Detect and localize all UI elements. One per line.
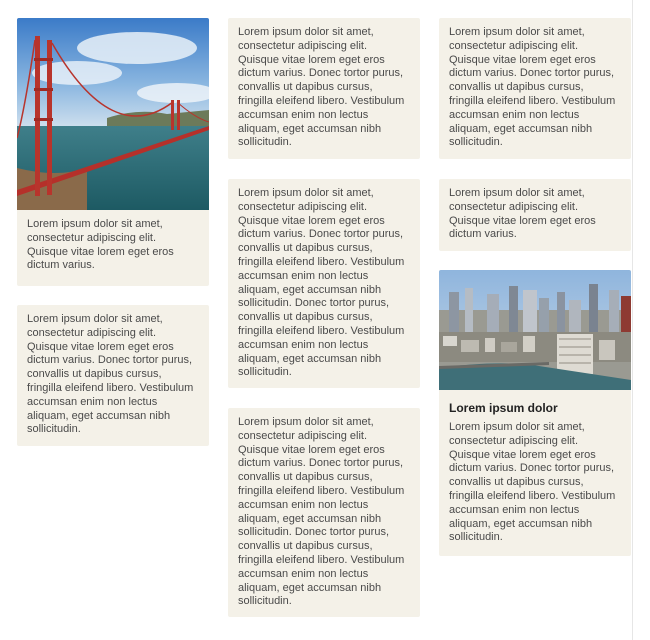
city-skyline-photo: [439, 270, 631, 390]
card-text: Lorem ipsum dolor sit amet, consectetur adipiscing elit. Quisque vitae lorem eget eros dictum varius.: [27, 218, 174, 272]
card-city: [439, 270, 631, 556]
card-text: Lorem ipsum dolor sit amet, consectetur adipiscing elit. Quisque vitae lorem eget eros dictum varius. Donec tortor purus, convallis ut dapibus cursus, fringilla eleifend libero. Vestibulum accumsan enim non lectus aliquam, eget accumsan nibh sollicitudin. Donec tortor purus, convallis ut dapibus cursus, fringilla eleifend libero. Vestibulum accumsan enim non lectus aliquam, eget accumsan nibh sollicitudin.: [238, 416, 405, 608]
card-text-block: [228, 179, 420, 388]
card-title: Lorem ipsum dolor: [449, 401, 558, 415]
card-text: Lorem ipsum dolor sit amet, consectetur adipiscing elit. Quisque vitae lorem eget eros dictum varius. Donec tortor purus, convallis ut dapibus cursus, fringilla eleifend libero. Vestibulum accumsan enim non lectus aliquam, eget accumsan nibh sollicitudin.: [449, 26, 616, 149]
card-text-block: [439, 179, 631, 251]
card-bridge: [17, 18, 209, 286]
card-text: Lorem ipsum dolor sit amet, consectetur adipiscing elit. Quisque vitae lorem eget eros dictum varius. Donec tortor purus, convallis ut dapibus cursus, fringilla eleifend libero. Vestibulum accumsan enim non lectus aliquam, eget accumsan nibh sollicitudin.: [27, 313, 194, 436]
card-text-block: [228, 18, 420, 159]
card-text-block: [439, 18, 631, 159]
card-text: Lorem ipsum dolor sit amet, consectetur adipiscing elit. Quisque vitae lorem eget eros dictum varius. Donec tortor purus, convallis ut dapibus cursus, fringilla eleifend libero. Vestibulum accumsan enim non lectus aliquam, eget accumsan nibh sollicitudin.: [238, 26, 405, 149]
card-text: Lorem ipsum dolor sit amet, consectetur adipiscing elit. Quisque vitae lorem eget eros dictum varius.: [449, 187, 596, 241]
card-text: Lorem ipsum dolor sit amet, consectetur adipiscing elit. Quisque vitae lorem eget eros dictum varius. Donec tortor purus, convallis ut dapibus cursus, fringilla eleifend libero. Vestibulum accumsan enim non lectus aliquam, eget accumsan nibh sollicitudin. Donec tortor purus, convallis ut dapibus cursus, fringilla eleifend libero. Vestibulum accumsan enim non lectus aliquam, eget accumsan nibh sollicitudin.: [238, 187, 405, 379]
golden-gate-bridge-photo: [17, 18, 209, 210]
card-text: Lorem ipsum dolor sit amet, consectetur adipiscing elit. Quisque vitae lorem eget eros dictum varius. Donec tortor purus, convallis ut dapibus cursus, fringilla eleifend libero. Vestibulum accumsan enim non lectus aliquam, eget accumsan nibh sollicitudin.: [449, 421, 616, 544]
card-text-block: [17, 305, 209, 446]
card-text-block: [228, 408, 420, 617]
page-right-border: [632, 0, 633, 640]
